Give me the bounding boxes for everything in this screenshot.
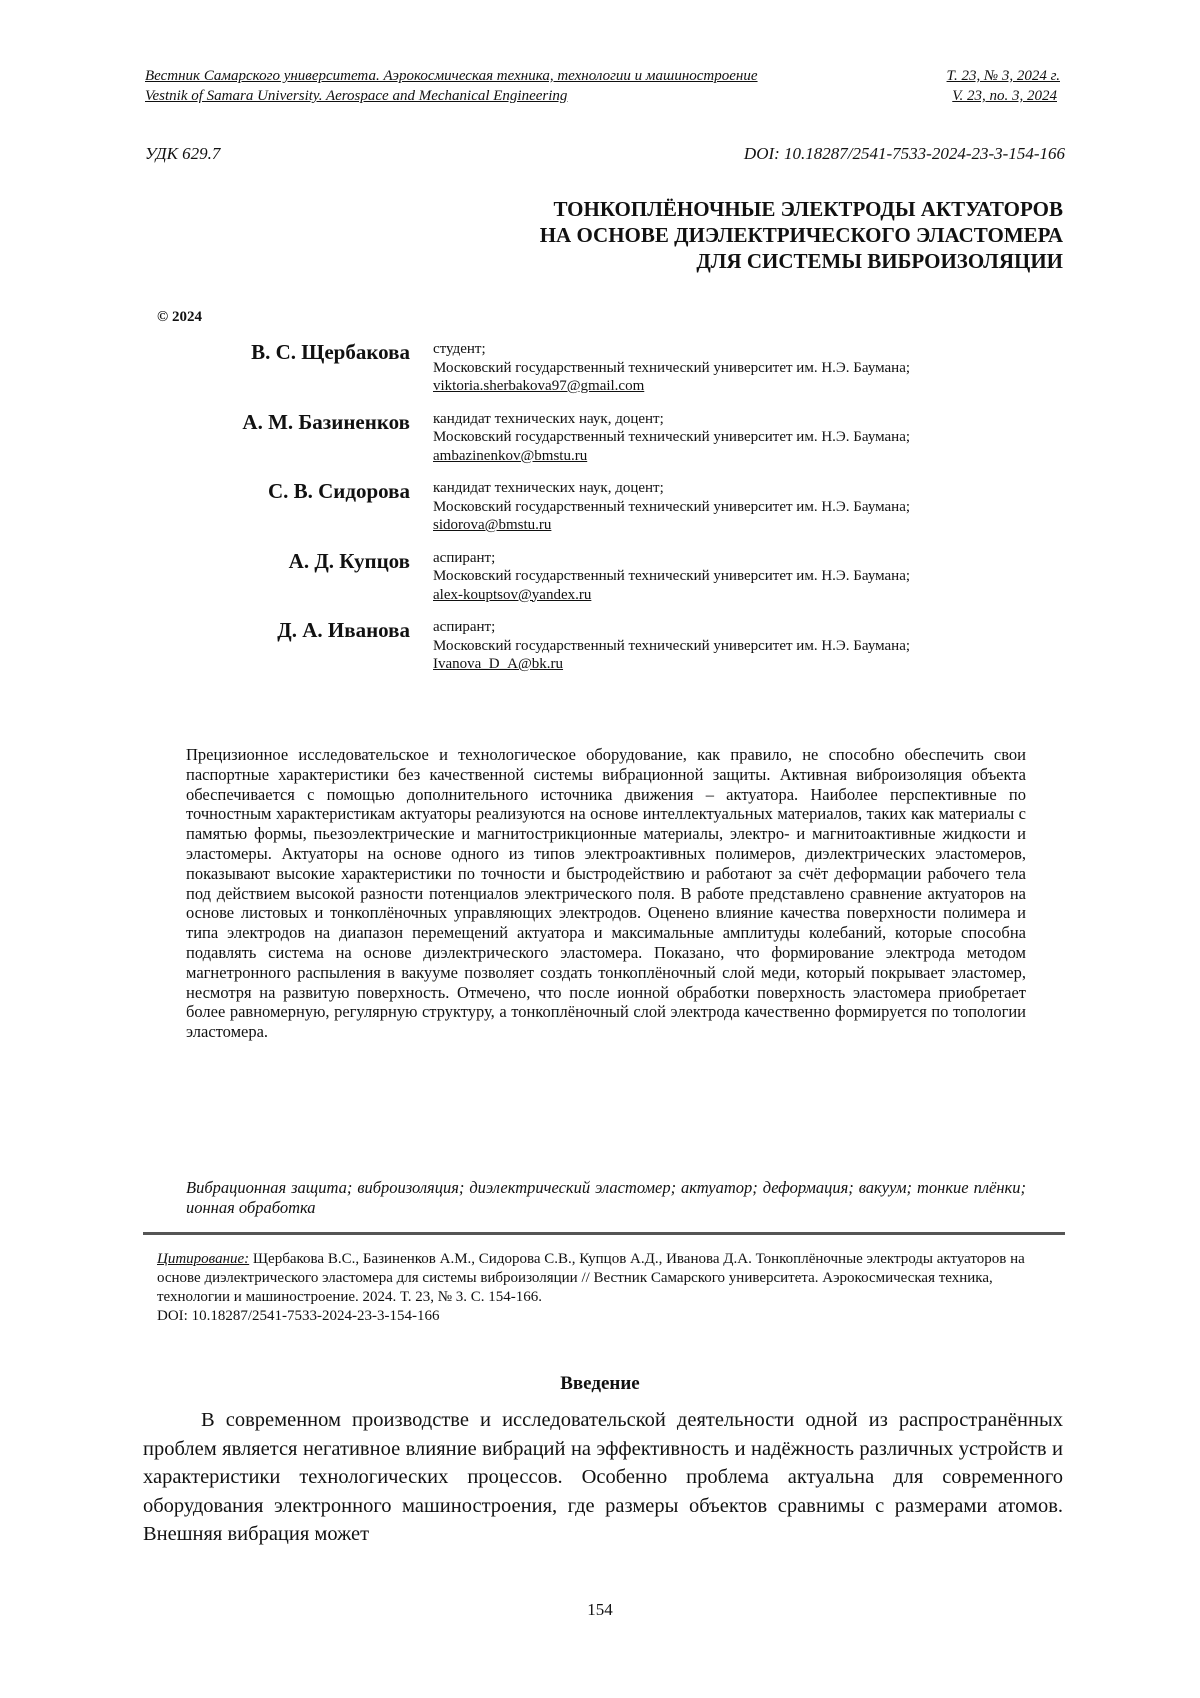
- author-list: [140, 340, 1070, 688]
- author-position: аспирант;: [433, 549, 496, 566]
- abstract: Прецизионное исследовательское и технологическое оборудование, как правило, не способно обеспечить свои паспортные характеристики без качественной системы вибрационной защиты. Активная виброизоляция объекта обеспечивается с помощью дополнительного источника движения – актуатора. Наиболее перспективные по точностным характеристикам актуаторы реализуются на основе интеллектуальных материалов, таких как материалы с памятью формы, пьезоэлектрические и магнитострикционные материалы, электро- и магнитоактивные жидкости и эластомеры. Актуаторы на основе одного из типов электроактивных полимеров, диэлектрических эластомеров, показывают высокие характеристики по точности и быстродействию и работают за счёт деформации рабочего тела под действием высокой разности потенциалов электрического поля. В работе представлено сравнение актуаторов на основе листовых и тонкоплёночных управляющих электродов. Оценено влияние качества поверхности полимера и типа электродов на диапазон перемещений актуатора и максимальные амплитуды колебаний, которые способна подавлять система на основе диэлектрического эластомера. Показано, что формирование электрода методом магнетронного распыления в вакууме позволяет создать тонкоплёночный слой меди, который покрывает эластомер, несмотря на развитую поверхность. Отмечено, что после ионной обработки поверхность эластомера приобретает более равномерную, регулярную структуру, а тонкоплёночный слой электрода качественно формируется по топологии эластомера.: [186, 745, 1026, 1042]
- journal-volume-ru: Т. 23, № 3, 2024 г.: [946, 68, 1060, 84]
- title-line: ДЛЯ СИСТЕМЫ ВИБРОИЗОЛЯЦИИ: [696, 249, 1063, 273]
- doi: DOI: 10.18287/2541-7533-2024-23-3-154-166: [743, 144, 1065, 163]
- author-affiliation: Московский государственный технический университет им. Н.Э. Баумана;: [433, 429, 911, 445]
- journal-title-en: Vestnik of Samara University. Aerospace and Mechanical Engineering: [145, 88, 568, 104]
- author-entry: [140, 549, 1070, 605]
- journal-title-ru: Вестник Самарского университета. Аэрокосмическая техника, технологии и машиностроение: [145, 68, 758, 84]
- udk-code: УДК 629.7: [145, 144, 221, 163]
- author-name: А. Д. Купцов: [288, 548, 410, 573]
- author-name: В. С. Щербакова: [251, 340, 410, 364]
- author-info: [433, 340, 910, 396]
- journal-header-en: [145, 88, 1057, 105]
- author-info: [433, 479, 910, 535]
- author-position: кандидат технических наук, доцент;: [433, 410, 664, 427]
- section-heading: Введение: [560, 1373, 640, 1394]
- author-email-link[interactable]: viktoria.sherbakova97@gmail.com: [433, 378, 645, 394]
- author-info: [433, 549, 910, 605]
- author-entry: [140, 618, 1070, 674]
- article-title: [540, 196, 1063, 274]
- page-number: 154: [587, 1600, 613, 1619]
- author-affiliation: Московский государственный технический университет им. Н.Э. Баумана;: [433, 359, 911, 376]
- author-entry: [140, 479, 1070, 535]
- copyright: © 2024: [157, 309, 202, 325]
- citation-block: [157, 1250, 1057, 1326]
- author-affiliation: Московский государственный технический университет им. Н.Э. Баумана;: [433, 498, 911, 515]
- section-body: В современном производстве и исследовательской деятельности одной из распространённых проблем является негативное влияние вибраций на эффективность и надёжность различных устройств и характеристики технологических процессов. Особенно проблема актуальна для современного оборудования электронного машиностроения, где размеры объектов сравнимы с размерами атомов. Внешняя вибрация может: [143, 1409, 1063, 1545]
- citation-label: Цитирование:: [157, 1251, 250, 1267]
- author-name: С. В. Сидорова: [267, 479, 410, 503]
- journal-header-ru: [145, 68, 1060, 85]
- citation-text: Щербакова В.С., Базиненков А.М., Сидорова С.В., Купцов А.Д., Иванова Д.А. Тонкоплёночные электроды актуаторов на основе диэлектрического эластомера для системы виброизоляции // Вестник Самарского университета. Аэрокосмическая техника, технологии и машиностроение. 2024. Т. 23, № 3. С. 154-166.: [157, 1251, 1025, 1305]
- author-entry: [140, 340, 1070, 396]
- author-position: аспирант;: [433, 619, 496, 635]
- title-line: ТОНКОПЛЁНОЧНЫЕ ЭЛЕКТРОДЫ АКТУАТОРОВ: [553, 197, 1063, 221]
- author-email-link[interactable]: Ivanova_D_A@bk.ru: [433, 656, 564, 672]
- author-info: [433, 618, 910, 674]
- keywords: Вибрационная защита; виброизоляция; диэлектрический эластомер; актуатор; деформация; вакуум; тонкие плёнки; ионная обработка: [186, 1178, 1026, 1217]
- author-name: Д. А. Иванова: [277, 618, 410, 642]
- article-meta: [145, 144, 1065, 164]
- journal-volume-en: V. 23, no. 3, 2024: [952, 88, 1057, 104]
- author-email-link[interactable]: ambazinenkov@bmstu.ru: [433, 447, 588, 464]
- author-affiliation: Московский государственный технический университет им. Н.Э. Баумана;: [433, 568, 911, 584]
- author-entry: [140, 410, 1070, 466]
- author-affiliation: Московский государственный технический университет им. Н.Э. Баумана;: [433, 637, 911, 654]
- divider: [143, 1232, 1065, 1235]
- author-email-link[interactable]: alex-kouptsov@yandex.ru: [433, 586, 592, 603]
- author-name: А. М. Базиненков: [242, 409, 410, 434]
- author-position: кандидат технических наук, доцент;: [433, 480, 664, 496]
- author-info: [433, 410, 910, 466]
- title-line: НА ОСНОВЕ ДИЭЛЕКТРИЧЕСКОГО ЭЛАСТОМЕРА: [539, 223, 1063, 247]
- author-position: студент;: [433, 341, 486, 357]
- citation-doi: DOI: 10.18287/2541-7533-2024-23-3-154-166: [157, 1308, 440, 1324]
- author-email-link[interactable]: sidorova@bmstu.ru: [433, 517, 552, 533]
